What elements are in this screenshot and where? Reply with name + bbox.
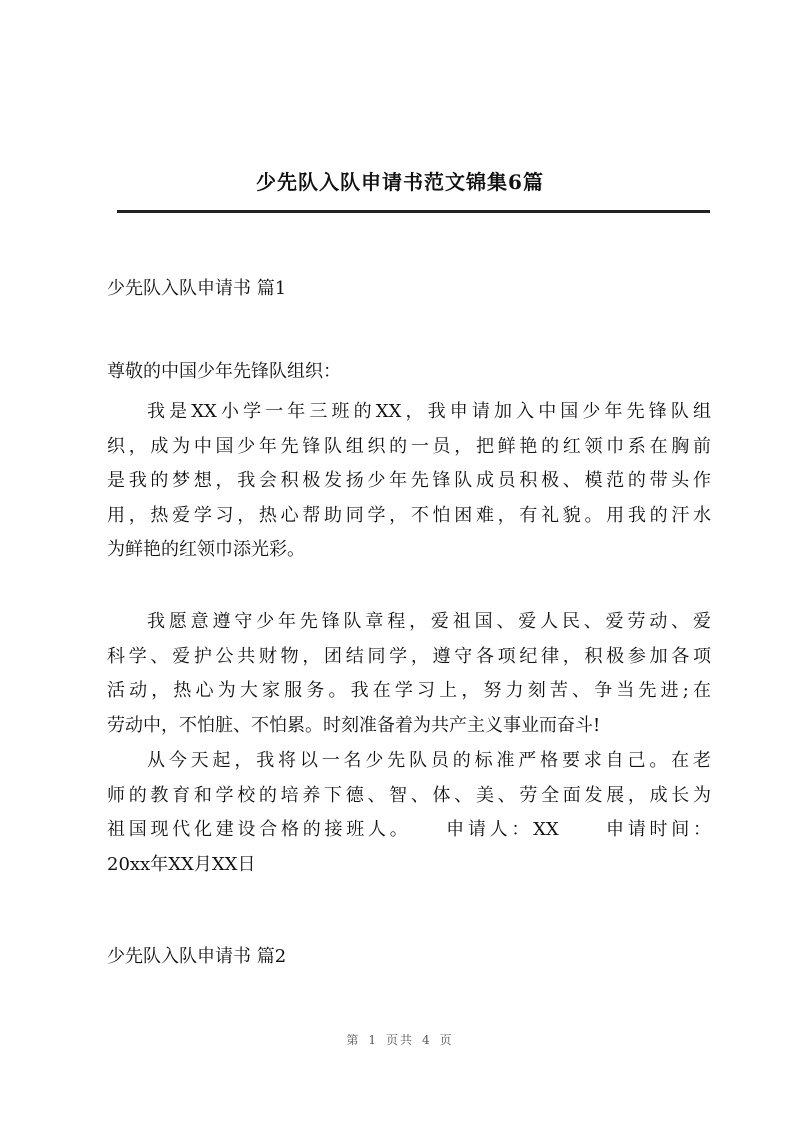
section-heading-1: 少先队入队申请书 篇1 [107, 278, 287, 299]
paragraph-1 [107, 395, 711, 568]
page-footer [0, 1031, 800, 1048]
paragraph-1-line: 织，成为中国少年先锋队组织的一员，把鲜艳的红领巾系在胸前 [107, 435, 711, 457]
paragraph-3-line: 20xx年XX月XX日 [107, 853, 256, 875]
paragraph-1-line: 我是XX小学一年三班的XX，我申请加入中国少年先锋队组 [147, 401, 711, 422]
paragraph-2-line: 我愿意遵守少年先锋队章程，爱祖国、爱人民、爱劳动、爱 [147, 611, 711, 632]
paragraph-2 [107, 605, 711, 743]
paragraph-3 [107, 744, 711, 882]
salutation: 尊敬的中国少年先锋队组织： [107, 361, 341, 382]
paragraph-1-line: 用，热爱学习，热心帮助同学，不怕困难，有礼貌。用我的汗水 [107, 504, 711, 526]
title-divider [117, 210, 710, 213]
footer-middle: 页共 [385, 1033, 414, 1047]
paragraph-1-line: 是我的梦想，我会积极发扬少年先锋队成员积极、模范的带头作 [107, 470, 711, 491]
section-heading-2: 少先队入队申请书 篇2 [107, 946, 287, 967]
paragraph-2-line: 科学、爱护公共财物，团结同学，遵守各项纪律，积极参加各项 [107, 645, 711, 667]
footer-total-pages: 4 [422, 1033, 432, 1047]
document-title: 少先队入队申请书范文锦集6篇 [256, 170, 544, 194]
footer-prefix: 第 [346, 1033, 361, 1047]
paragraph-3-line: 师的教育和学校的培养下德、智、体、美、劳全面发展，成长为 [107, 784, 711, 806]
paragraph-2-line: 劳动中，不怕脏、不怕累。时刻准备着为共产主义事业而奋斗! [107, 714, 601, 736]
footer-page-number: 1 [368, 1033, 378, 1047]
paragraph-2-line: 活动，热心为大家服务。我在学习上，努力刻苦、争当先进;在 [107, 680, 711, 701]
footer-suffix: 页 [439, 1033, 454, 1047]
paragraph-3-line: 祖国现代化建设合格的接班人。 申请人：XX 申请时间： [107, 819, 711, 840]
paragraph-3-line: 从今天起，我将以一名少先队员的标准严格要求自己。在老 [147, 750, 711, 771]
paragraph-1-line: 为鲜艳的红领巾添光彩。 [107, 539, 305, 560]
